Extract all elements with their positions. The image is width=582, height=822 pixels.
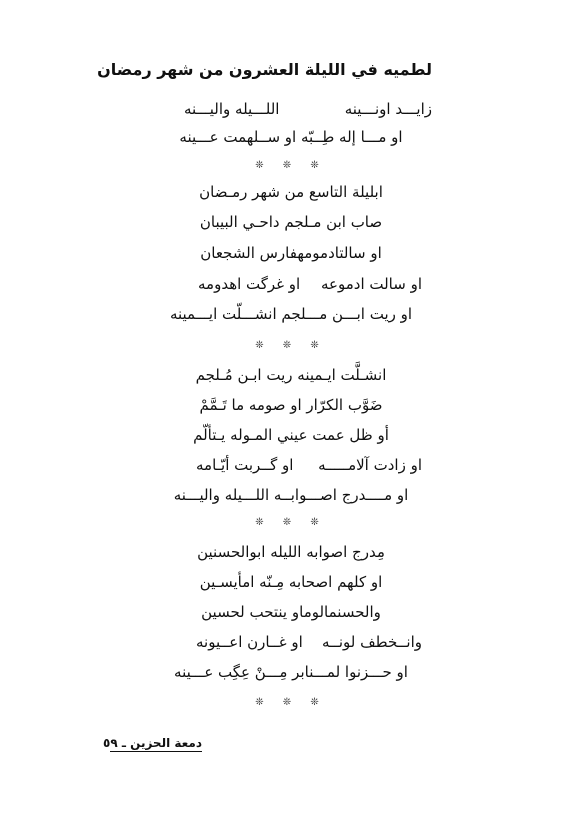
separator-stars: ❊ ❊ ❊: [255, 517, 327, 528]
verse-line: او مــــدرج اصـــوابــه اللـــيله واليـــنه: [173, 486, 409, 504]
verse-line: ابليلة التاسع من شهر رمـضان: [199, 183, 383, 201]
verse-line: مِدرج اصوابه الليله ابوالحسنين: [197, 543, 385, 561]
verse-line-left: او غرگت اهدومه: [198, 275, 301, 293]
verse-line: ضَوَّب الكرّار او صومه ما تَـمَّمْ: [199, 396, 383, 414]
page-footer: دمعة الحزين ـ ٥٩: [103, 736, 202, 750]
separator-stars: ❊ ❊ ❊: [255, 697, 327, 708]
verse-line: او سالتادمومهفارس الشجعان: [200, 244, 382, 262]
verse-line: والحسنمالوماو ينتحب لحسين: [201, 603, 381, 621]
verse-line: او مـــا إله طِــبّه او ســلهمت عـــينه: [179, 128, 403, 146]
verse-line: او كلهم اصحابه مِـنّه امأيسـين: [199, 573, 383, 591]
verse-line-left: او گــربت أيّـامه: [196, 456, 294, 474]
verse-line: أو ظل عمت عيني المـوله يـتألّم: [193, 426, 389, 444]
verse-line-left: اللـــيله واليـــنه: [184, 100, 280, 118]
separator-stars: ❊ ❊ ❊: [255, 160, 327, 171]
verse-line-left: او غــارن اعــيونه: [196, 633, 303, 651]
separator-stars: ❊ ❊ ❊: [255, 340, 327, 351]
verse-line: انشـلَّت ايـمينه ريت ابـن مُـلجم: [195, 366, 387, 384]
verse-line-right: وانــخطف لونــه: [322, 633, 422, 651]
verse-line-right: او زادت آلامـــــه: [318, 456, 422, 474]
poem-title: لطميه في الليلة العشرون من شهر رمضان: [97, 60, 432, 79]
verse-line: او حـــزنوا لمـــنابر مِـــنْ عِگِب عـــينه: [174, 663, 408, 681]
verse-line: او ريت ابـــن مـــلجم انشـــلّت ايـــمينه: [169, 305, 413, 323]
verse-line: صاب ابن مـلجم داحـي البيبان: [199, 213, 383, 231]
verse-line-right: زايـــد اونـــينه: [344, 100, 432, 118]
verse-line-right: او سالت ادموعه: [320, 275, 422, 293]
